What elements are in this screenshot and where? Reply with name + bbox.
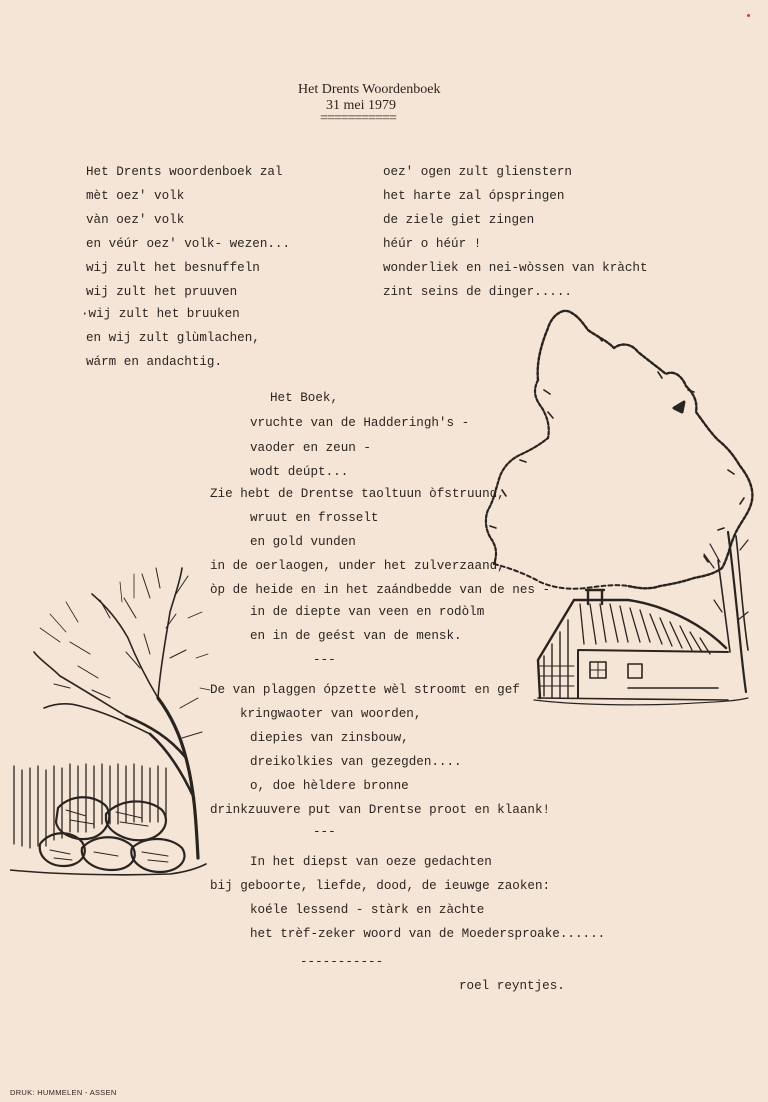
poem-line: het harte zal ópspringen <box>383 189 565 203</box>
poem-line: en in de geést van de mensk. <box>250 629 462 643</box>
document-date: 31 mei 1979 <box>326 98 396 113</box>
poem-line: kringwaoter van woorden, <box>240 707 422 721</box>
title-underline: =========== <box>320 111 396 126</box>
separator: --- <box>313 825 336 839</box>
poem-line: o, doe hèldere bronne <box>250 779 409 793</box>
windswept-tree-illustration <box>10 558 215 878</box>
poem-line: Het Boek, <box>270 391 339 405</box>
poem-line: koéle lessend - stàrk en zàchte <box>250 903 485 917</box>
signature: roel reyntjes. <box>459 979 565 993</box>
farmhouse-tree-illustration <box>478 300 763 715</box>
poem-line: Het Drents woordenboek zal <box>86 165 283 179</box>
poem-line: en véúr oez' volk- wezen... <box>86 237 291 251</box>
poem-line: bij geboorte, liefde, dood, de ieuwge zaoken: <box>210 879 551 893</box>
document-title: Het Drents Woordenboek <box>298 82 441 97</box>
poem-line: Zie hebt de Drentse taoltuun òfstruund, <box>210 487 505 501</box>
poem-line: héúr o héúr ! <box>383 237 482 251</box>
poem-line: oez' ogen zult glienstern <box>383 165 572 179</box>
poem-line: dreikolkies van gezegden.... <box>250 755 462 769</box>
poem-line: De van plaggen ópzette wèl stroomt en gef <box>210 683 520 697</box>
separator: --- <box>313 653 336 667</box>
poem-line: het trèf-zeker woord van de Moedersproake...... <box>250 927 606 941</box>
poem-line: drinkzuuvere put van Drentse proot en klaank! <box>210 803 551 817</box>
poem-line: mèt oez' volk <box>86 189 185 203</box>
poem-line: diepies van zinsbouw, <box>250 731 409 745</box>
poem-line: òp de heide en in het zaándbedde van de nes - <box>210 583 551 597</box>
poem-line: en gold vunden <box>250 535 356 549</box>
poem-line: zint seins de dinger..... <box>383 285 572 299</box>
poem-line: vàn oez' volk <box>86 213 185 227</box>
poem-line: wij zult het besnuffeln <box>86 261 260 275</box>
poem-line: wonderliek en nei-wòssen van kràcht <box>383 261 648 275</box>
poem-line: in de oerlaogen, under het zulverzaand, <box>210 559 505 573</box>
printer-credit: DRUK: HUMMELEN - ASSEN <box>10 1088 117 1097</box>
poem-line: wodt deúpt... <box>250 465 349 479</box>
poem-line: vaoder en zeun - <box>250 441 371 455</box>
end-rule: ----------- <box>300 955 384 969</box>
poem-line: ·wij zult het bruuken <box>81 307 240 321</box>
poem-line: wruut en frosselt <box>250 511 379 525</box>
poem-line: wij zult het pruuven <box>86 285 238 299</box>
poem-line: de ziele giet zingen <box>383 213 535 227</box>
poem-line: en wij zult glùmlachen, <box>86 331 260 345</box>
poem-line: vruchte van de Hadderingh's - <box>250 416 470 430</box>
poem-line: in de diepte van veen en rodòlm <box>250 605 485 619</box>
poem-line: In het diepst van oeze gedachten <box>250 855 492 869</box>
corner-mark <box>747 14 750 17</box>
poem-line: wárm en andachtig. <box>86 355 223 369</box>
